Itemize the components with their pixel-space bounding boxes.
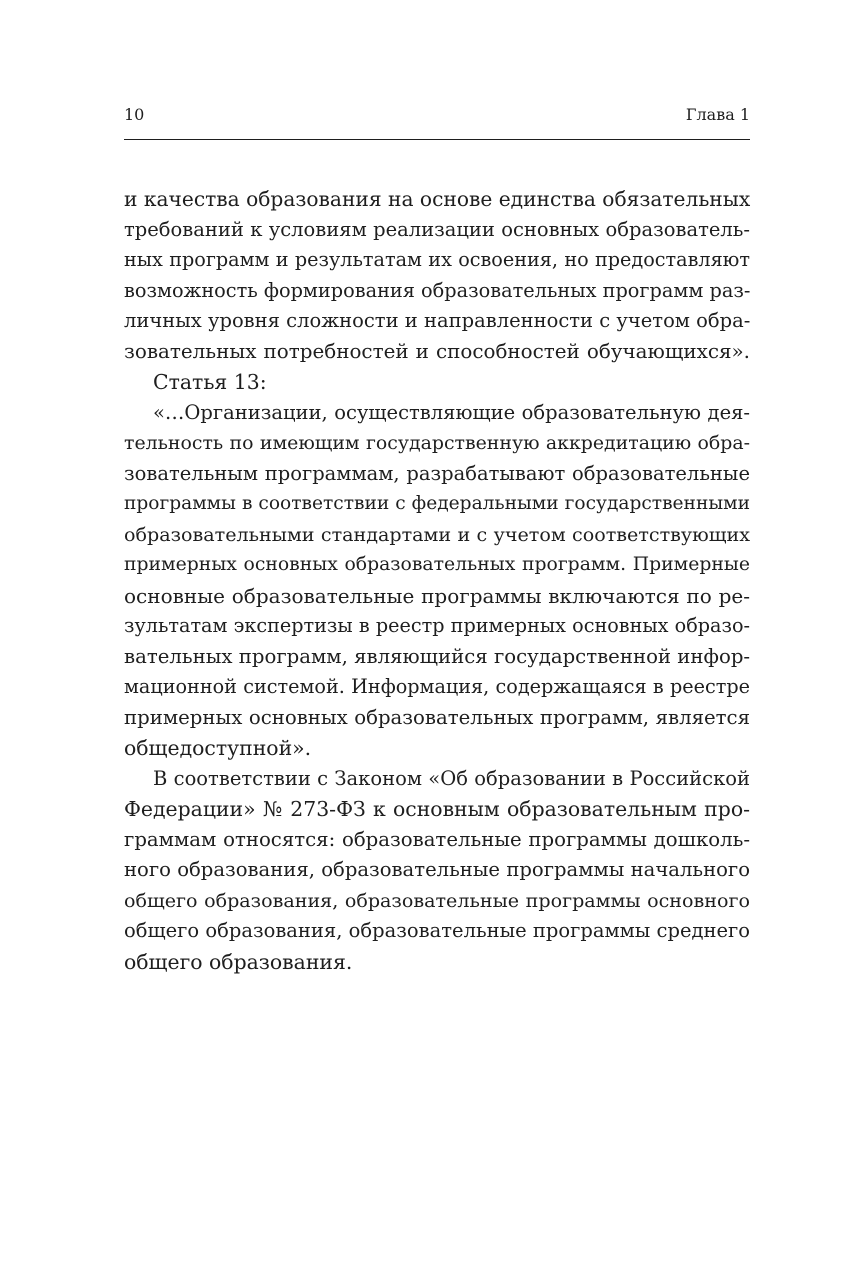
text-line: образовательными стандартами и с учетом соответствующих [124, 522, 750, 546]
text-line: зультатам экспертизы в реестр примерных основных образо- [124, 614, 750, 637]
text-line: программы в соответствии с федеральными государственными [124, 493, 750, 514]
text-line: ного образования, образовательные программы начального [124, 858, 750, 881]
text-line: «…Организации, осуществляющие образовательную дея- [153, 400, 750, 424]
text-line: возможность формирования образовательных программ раз- [124, 278, 751, 302]
text-line: зовательным программам, разрабатывают образовательные [124, 461, 750, 485]
text-line: общего образования. [124, 949, 353, 974]
text-line: зовательных потребностей и способностей обучающихся». [124, 339, 750, 363]
text-line: мационной системой. Информация, содержащаяся в реестре [124, 675, 750, 698]
text-line: ных программ и результатам их освоения, но предоставляют [124, 248, 750, 271]
body-text [124, 184, 750, 977]
header-rule [124, 139, 750, 140]
chapter-label: Глава 1 [685, 105, 750, 124]
text-line: общего образования, образовательные программы основного [124, 888, 750, 912]
text-line: граммам относятся: образовательные программы дошколь- [124, 827, 750, 851]
text-line: примерных основных образовательных программ, является [124, 705, 750, 729]
text-line: и качества образования на основе единства обязательных [124, 187, 751, 211]
text-line: общедоступной». [124, 736, 312, 760]
running-head [124, 102, 750, 128]
text-line: Статья 13: [153, 370, 267, 394]
page-number: 10 [124, 105, 145, 124]
text-line: Федерации» № 273-ФЗ к основным образовательным про- [124, 797, 750, 821]
text-line: тельность по имеющим государственную аккредитацию обра- [124, 432, 750, 454]
text-line: требований к условиям реализации основных образователь- [124, 217, 750, 241]
text-line: личных уровня сложности и направленности с учетом обра- [124, 309, 751, 332]
text-line: вательных программ, являющийся государственной инфор- [124, 644, 751, 668]
text-line: примерных основных образовательных программ. Примерные [124, 554, 750, 575]
text-line: В соответствии с Законом «Об образовании в Российской [153, 766, 750, 790]
text-line: основные образовательные программы включаются по ре- [124, 583, 750, 608]
text-line: общего образования, образовательные программы среднего [124, 919, 750, 942]
